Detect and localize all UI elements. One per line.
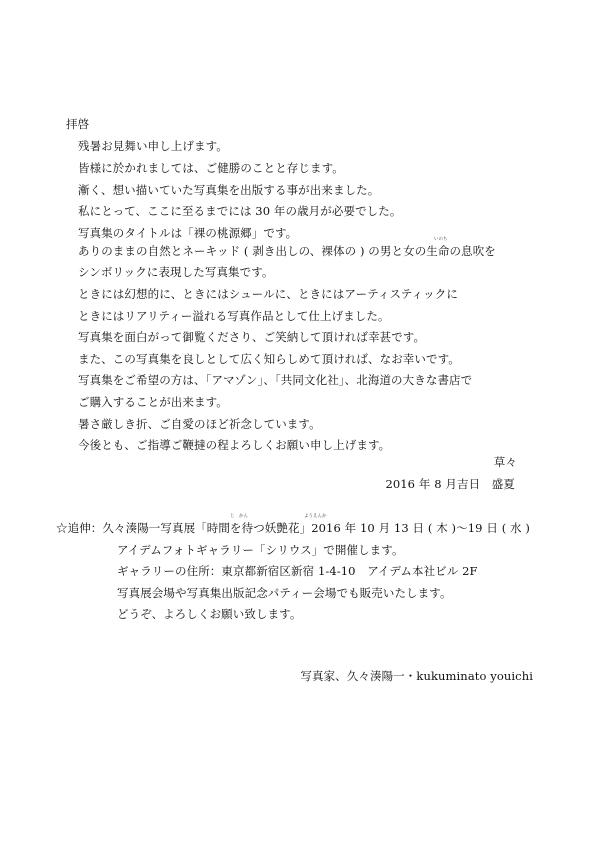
body-line-9: ときにはリアリティー溢れる写真作品として仕上げました。	[78, 309, 390, 323]
body-line-4: 私にとって、ここに至るまでには 30 年の歳月が必要でした。	[78, 204, 402, 218]
date-signature: 2016 年 8 月吉日 盛夏	[385, 477, 515, 491]
closing: 草々	[493, 455, 517, 469]
body-line-5: 写真集のタイトルは「裸の桃源郷」です。	[78, 226, 298, 240]
body-line-10: 写真集を面白がって御覧くださり、ご笑納して頂ければ幸甚です。	[78, 330, 426, 344]
postscript-line-4: 写真展会場や写真集出版記念パティー会場でも販売いたします。	[117, 586, 452, 600]
body-line-12: 写真集をご希望の方は、「アマゾン」、「共同文化社」、北海道の大きな書店で	[78, 373, 473, 387]
postscript-line-3: ギャラリーの住所：東京都新宿区新宿 1-4-10 アイデム本社ビル 2F	[117, 564, 478, 578]
body-line-11: また、この写真集を良しとして広く知らしめて頂ければ、なお幸いです。	[78, 352, 460, 366]
body-line-8: ときには幻想的に、ときにはシュールに、ときにはアーティスティックに	[78, 287, 458, 301]
postscript-line-2: アイデムフォトギャラリー「シリウス」で開催します。	[117, 543, 404, 557]
body-line-2: 皆様に於かれましては、ご健勝のことと存じます。	[78, 161, 344, 175]
postscript-line-5: どうぞ、よろしくお願い致します。	[117, 607, 302, 621]
body-line-1: 残暑お見舞い申し上げます。	[78, 139, 228, 153]
body-line-13: ご購入することが出来ます。	[78, 395, 228, 409]
salutation: 拝啓	[66, 117, 90, 131]
ruby-seimei: いのち	[434, 237, 448, 242]
body-line-15: 今後とも、ご指導ご鞭撻の程よろしくお願い申し上げます。	[78, 438, 391, 452]
body-line-14: 暑さ厳しき折、ご自愛のほど祈念しています。	[78, 417, 321, 431]
photographer-signature: 写真家、久々湊陽一・kukuminato youichi	[300, 669, 533, 683]
body-line-6: ありのままの自然とネーキッド ( 剥き出しの、裸体の ) の男と女の生命の息吹を	[78, 244, 496, 258]
ruby-youen: ようえんか	[304, 514, 327, 519]
ruby-jikan: じ かん	[230, 514, 248, 519]
body-line-7: シンボリックに表現した写真集です。	[78, 265, 274, 279]
postscript-line-1: ☆追伸：久々湊陽一写真展「時間を待つ妖艶花」2016 年 10 月 13 日 ( 木 )〜19 日 ( 水 )	[56, 521, 530, 535]
body-line-3: 漸く、想い描いていた写真集を出版する事が出来ました。	[78, 183, 380, 197]
